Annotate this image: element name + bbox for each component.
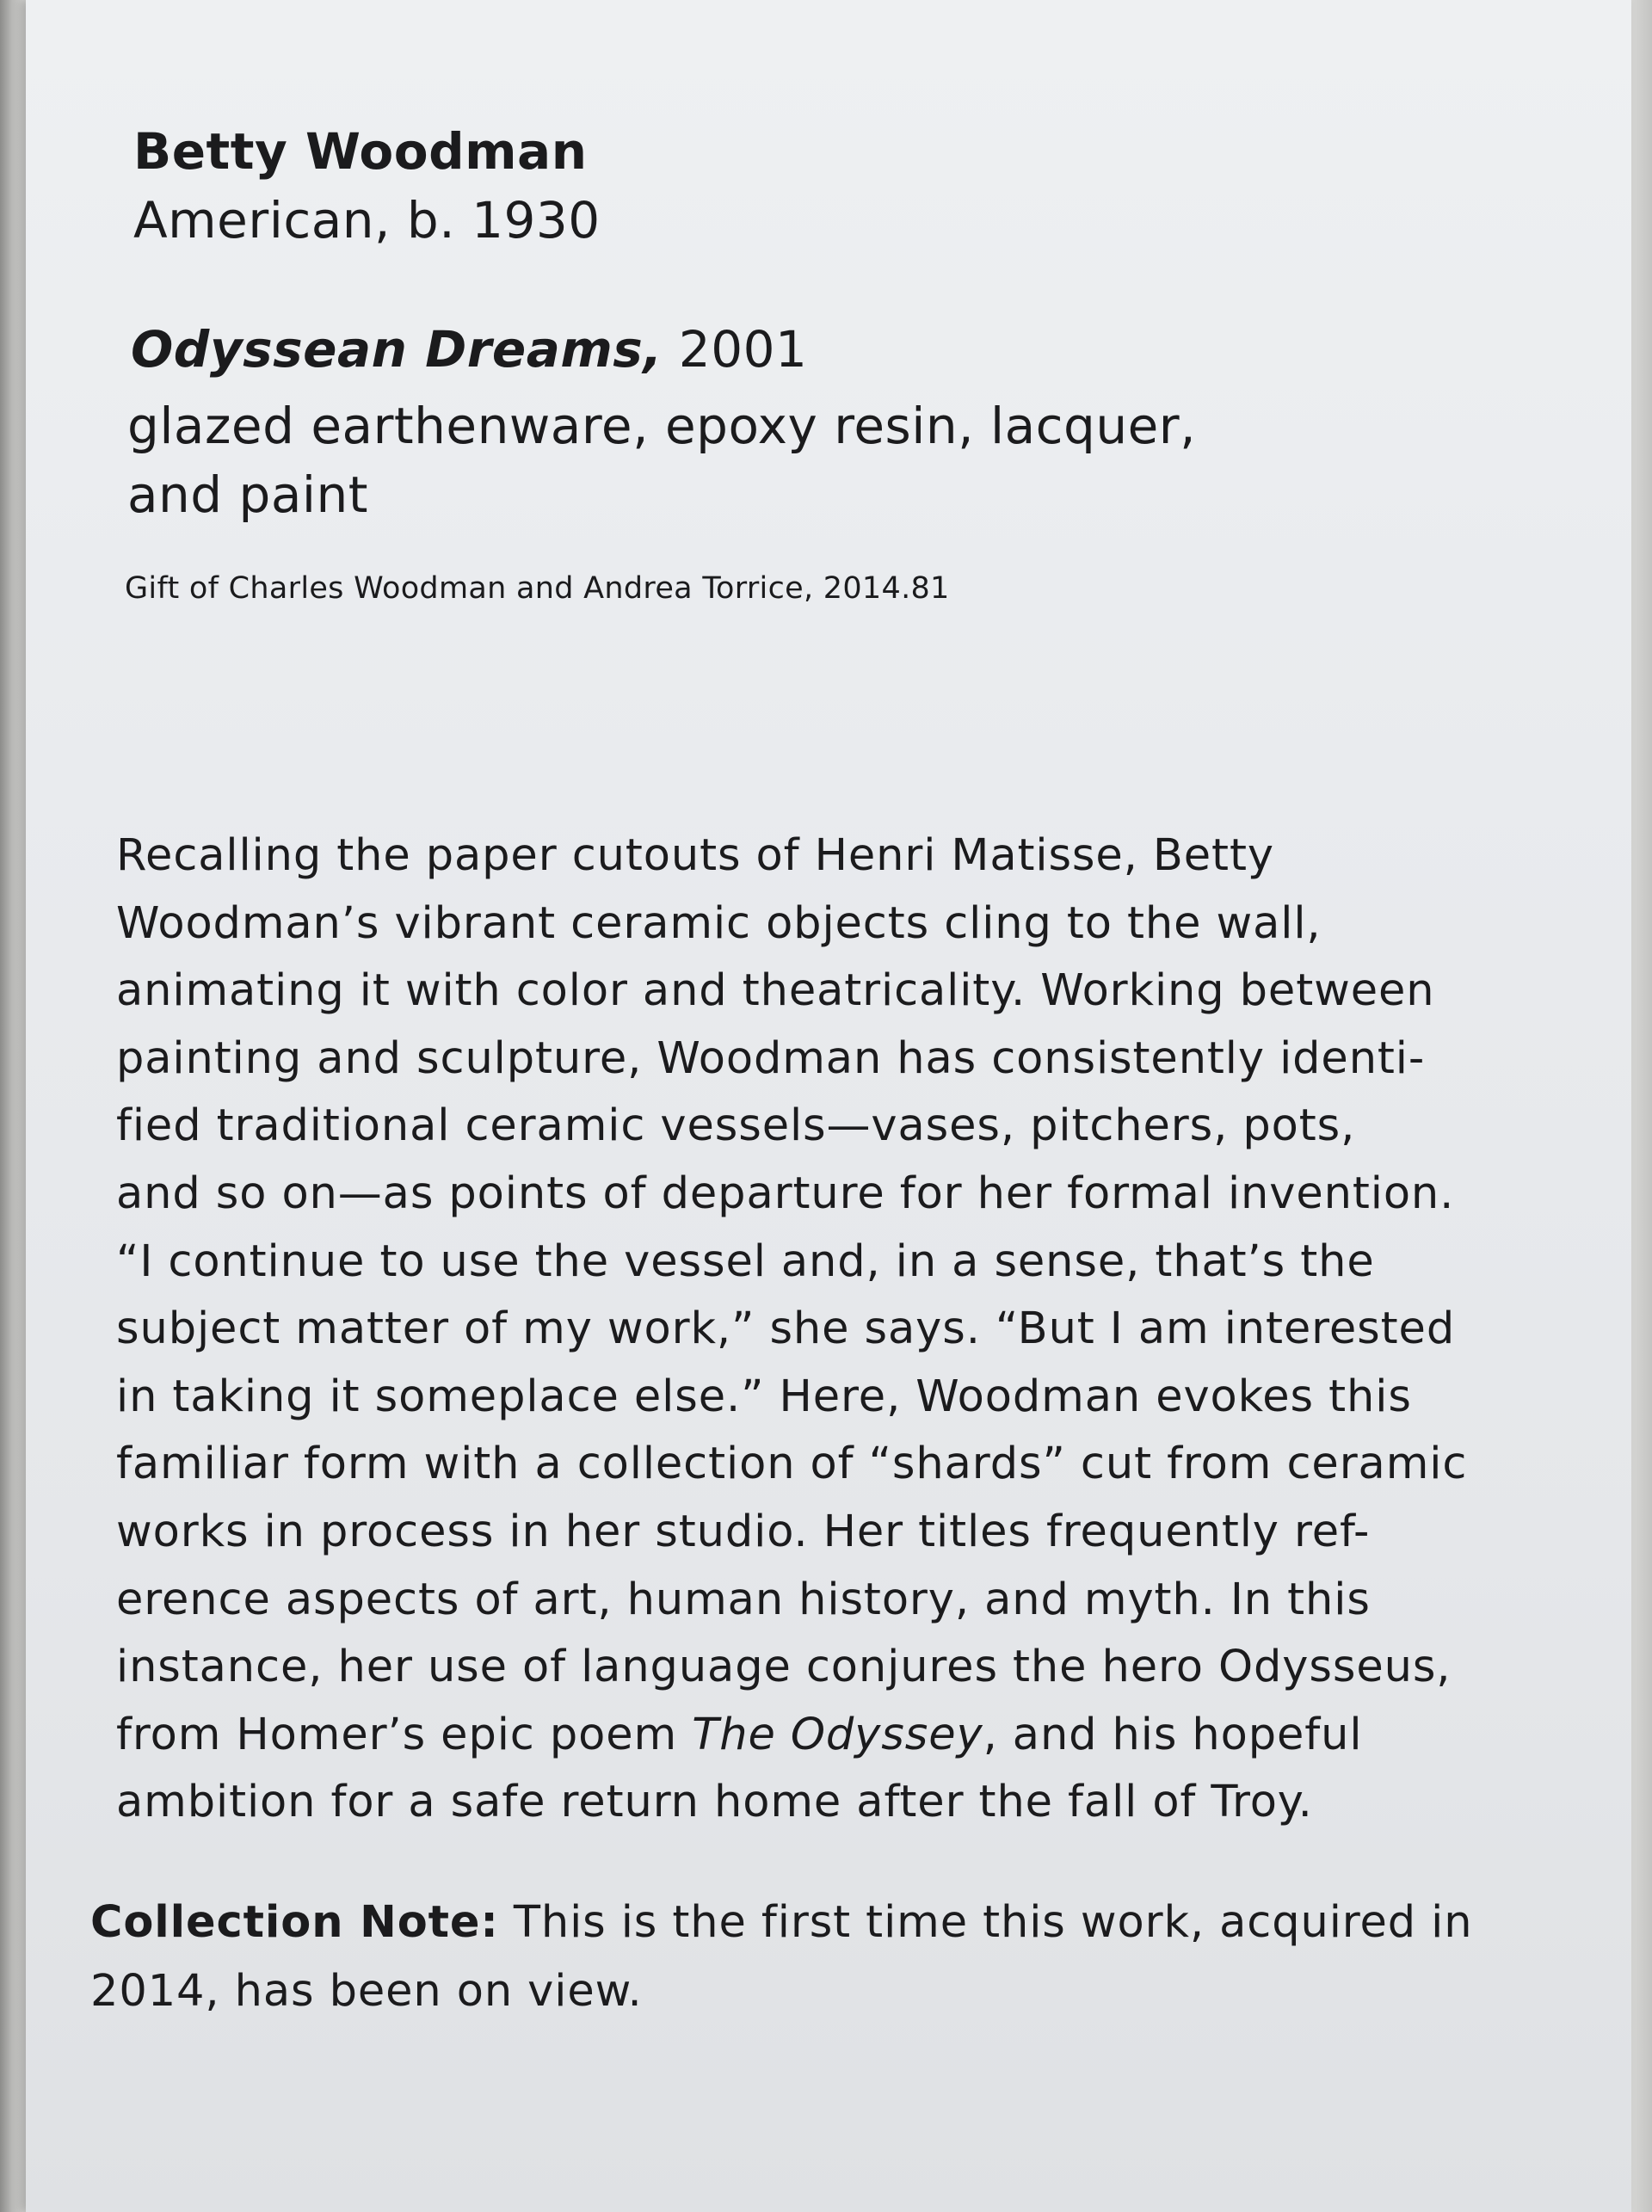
description-line: “I continue to use the vessel and, in a sense, that’s the: [116, 1235, 1375, 1287]
collection-note-text: This is the first time this work, acquired in: [498, 1897, 1473, 1948]
description-line: erence aspects of art, human history, and myth. In this: [116, 1574, 1371, 1625]
description-paragraph: [116, 823, 1630, 1837]
collection-note-line: 2014, has been on view.: [90, 1966, 643, 2017]
description-text: from Homer’s epic poem: [116, 1709, 693, 1760]
description-line: Recalling the paper cutouts of Henri Matisse, Betty: [116, 830, 1274, 881]
medium-line: and paint: [127, 465, 369, 524]
description-line: works in process in her studio. Her titles frequently ref-: [116, 1506, 1371, 1557]
collection-note-label: Collection Note:: [90, 1897, 499, 1948]
collection-note: [90, 1889, 1605, 2026]
description-line: [116, 1702, 1630, 1770]
credit-line: Gift of Charles Woodman and Andrea Torrice, 2014.81: [125, 571, 950, 606]
artist-name: Betty Woodman: [133, 122, 588, 181]
museum-wall-label: [26, 0, 1631, 2212]
artist-nationality-dates: American, b. 1930: [133, 191, 601, 250]
description-line: subject matter of my work,” she says. “But I am interested: [116, 1303, 1456, 1355]
description-line: in taking it someplace else.” Here, Woodman evokes this: [116, 1371, 1412, 1422]
description-line: and so on—as points of departure for her formal invention.: [116, 1168, 1455, 1219]
description-line: animating it with color and theatricality. Working between: [116, 965, 1435, 1017]
medium-line: glazed earthenware, epoxy resin, lacquer,: [127, 397, 1197, 455]
description-line: instance, her use of language conjures the hero Odysseus,: [116, 1642, 1452, 1693]
artwork-medium: [127, 391, 1521, 529]
artwork-title-line: [131, 320, 807, 379]
book-title-the-odyssey: The Odyssey: [692, 1709, 983, 1760]
description-line: familiar form with a collection of “shards” cut from ceramic: [116, 1439, 1468, 1490]
description-line: ambition for a safe return home after the fall of Troy.: [116, 1777, 1313, 1828]
description-line: fied traditional ceramic vessels—vases, pitchers, pots,: [116, 1100, 1356, 1152]
description-line: Woodman’s vibrant ceramic objects cling to the wall,: [116, 897, 1322, 949]
gallery-wall-edge: [1631, 0, 1652, 2212]
description-text: , and his hopeful: [983, 1709, 1363, 1760]
description-line: painting and sculpture, Woodman has consistently identi-: [116, 1032, 1426, 1084]
collection-note-line: [90, 1889, 1605, 1957]
artwork-title: Odyssean Dreams,: [131, 320, 663, 379]
artwork-year: 2001: [662, 320, 808, 379]
